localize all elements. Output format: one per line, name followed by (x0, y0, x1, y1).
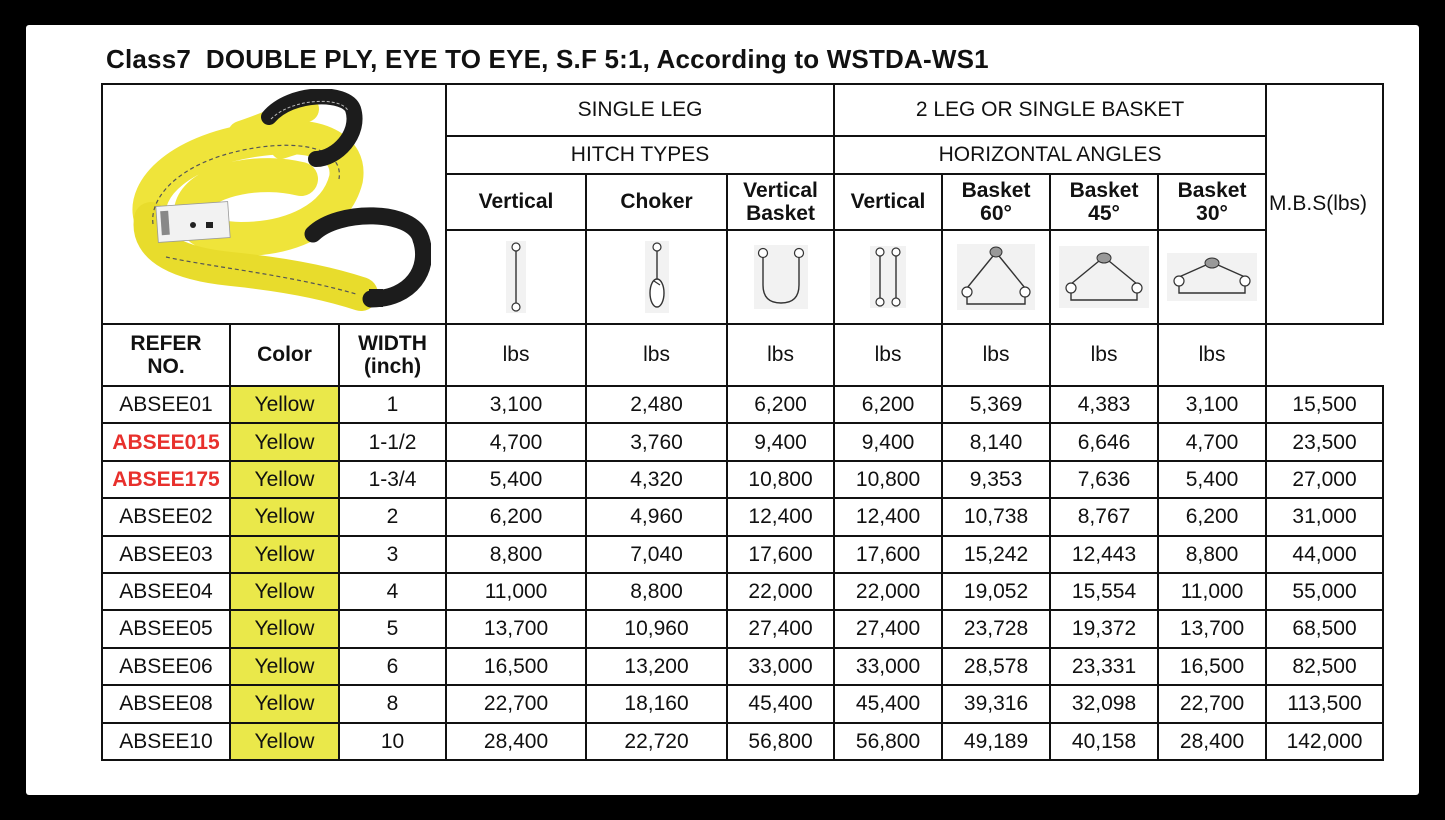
unit-label: lbs (727, 324, 834, 386)
basket-30-value-cell: 22,700 (1158, 685, 1266, 722)
basket-30-value-cell: 28,400 (1158, 723, 1266, 760)
basket-30-value-cell: 4,700 (1158, 423, 1266, 460)
basket-45-value-cell: 32,098 (1050, 685, 1158, 722)
single-vertical-basket-cell: 22,000 (727, 573, 834, 610)
basket-60-value-cell: 15,242 (942, 536, 1050, 573)
single-vertical-basket-cell: 12,400 (727, 498, 834, 535)
sling-capacity-table (101, 83, 1384, 761)
group-two-leg: 2 LEG OR SINGLE BASKET (834, 84, 1266, 136)
two-leg-vertical-cell: 9,400 (834, 423, 942, 460)
single-choker-cell: 2,480 (586, 386, 727, 423)
page-title: Class7 DOUBLE PLY, EYE TO EYE, S.F 5:1, According to WSTDA-WS1 (106, 44, 989, 74)
yellow-lifting-sling-photo (121, 89, 431, 317)
table-row (102, 685, 1383, 722)
vertical-hitch-icon (506, 241, 526, 313)
single-vertical-basket-cell: 33,000 (727, 648, 834, 685)
single-choker-cell: 13,200 (586, 648, 727, 685)
single-vertical-cell: 28,400 (446, 723, 586, 760)
vertical-hitch-cell (446, 230, 586, 324)
table-row (102, 498, 1383, 535)
mbs-value-cell: 82,500 (1266, 648, 1383, 685)
refer-no-cell: ABSEE04 (102, 573, 230, 610)
mbs-value-cell: 27,000 (1266, 461, 1383, 498)
two-leg-vertical-cell: 22,000 (834, 573, 942, 610)
single-vertical-cell: 4,700 (446, 423, 586, 460)
single-vertical-basket-cell: 45,400 (727, 685, 834, 722)
basket-45-value-cell: 40,158 (1050, 723, 1158, 760)
single-choker-cell: 4,960 (586, 498, 727, 535)
width-cell: 2 (339, 498, 446, 535)
basket-60-value-cell: 28,578 (942, 648, 1050, 685)
single-vertical-cell: 6,200 (446, 498, 586, 535)
unit-label: lbs (834, 324, 942, 386)
refer-no-cell: ABSEE10 (102, 723, 230, 760)
basket-45-value-cell: 7,636 (1050, 461, 1158, 498)
column-color: Color (230, 324, 339, 386)
column-refer-no: REFER NO. (102, 324, 230, 386)
single-vertical-basket-cell: 6,200 (727, 386, 834, 423)
refer-no-cell: ABSEE06 (102, 648, 230, 685)
single-vertical-basket-cell: 17,600 (727, 536, 834, 573)
single-vertical-cell: 11,000 (446, 573, 586, 610)
table-row (102, 536, 1383, 573)
single-choker-cell: 8,800 (586, 573, 727, 610)
single-choker-cell: 4,320 (586, 461, 727, 498)
two-leg-vertical-hitch-icon (870, 246, 906, 308)
single-choker-cell: 10,960 (586, 610, 727, 647)
two-leg-vertical-cell: 45,400 (834, 685, 942, 722)
basket-45-value-cell: 6,646 (1050, 423, 1158, 460)
refer-no-cell: ABSEE175 (102, 461, 230, 498)
refer-no-cell: ABSEE02 (102, 498, 230, 535)
basket-30-value-cell: 16,500 (1158, 648, 1266, 685)
basket-30-value-cell: 6,200 (1158, 498, 1266, 535)
unit-label: lbs (446, 324, 586, 386)
unit-label: lbs (586, 324, 727, 386)
width-cell: 6 (339, 648, 446, 685)
basket-30-degree-icon (1167, 253, 1257, 301)
width-cell: 1-3/4 (339, 461, 446, 498)
basket-30-value-cell: 3,100 (1158, 386, 1266, 423)
width-cell: 1-1/2 (339, 423, 446, 460)
width-cell: 4 (339, 573, 446, 610)
width-cell: 5 (339, 610, 446, 647)
column-basket-45: Basket 45° (1050, 174, 1158, 230)
two-leg-vertical-cell: 17,600 (834, 536, 942, 573)
mbs-value-cell: 68,500 (1266, 610, 1383, 647)
basket-30-value-cell: 11,000 (1158, 573, 1266, 610)
single-choker-cell: 7,040 (586, 536, 727, 573)
group-horizontal-angles: HORIZONTAL ANGLES (834, 136, 1266, 174)
color-cell: Yellow (230, 498, 339, 535)
two-leg-vertical-cell: 10,800 (834, 461, 942, 498)
single-vertical-cell: 13,700 (446, 610, 586, 647)
two-leg-vertical-cell: 33,000 (834, 648, 942, 685)
table-row (102, 610, 1383, 647)
column-choker: Choker (586, 174, 727, 230)
single-vertical-basket-cell: 10,800 (727, 461, 834, 498)
table-body (102, 386, 1383, 760)
basket-45-value-cell: 8,767 (1050, 498, 1158, 535)
column-vertical: Vertical (446, 174, 586, 230)
two-leg-vertical-cell: 56,800 (834, 723, 942, 760)
width-cell: 8 (339, 685, 446, 722)
color-cell: Yellow (230, 461, 339, 498)
refer-no-cell: ABSEE01 (102, 386, 230, 423)
refer-no-cell: ABSEE08 (102, 685, 230, 722)
basket-60-value-cell: 5,369 (942, 386, 1050, 423)
mbs-value-cell: 113,500 (1266, 685, 1383, 722)
table-row (102, 461, 1383, 498)
single-vertical-cell: 5,400 (446, 461, 586, 498)
single-choker-cell: 3,760 (586, 423, 727, 460)
unit-label: lbs (1050, 324, 1158, 386)
mbs-value-cell: 31,000 (1266, 498, 1383, 535)
basket-45-value-cell: 19,372 (1050, 610, 1158, 647)
width-cell: 3 (339, 536, 446, 573)
two-leg-vertical-hitch-cell (834, 230, 942, 324)
choker-hitch-icon (645, 241, 669, 313)
basket-60-value-cell: 19,052 (942, 573, 1050, 610)
refer-no-cell: ABSEE03 (102, 536, 230, 573)
table-row (102, 573, 1383, 610)
group-hitch-types: HITCH TYPES (446, 136, 834, 174)
basket-45-value-cell: 12,443 (1050, 536, 1158, 573)
color-cell: Yellow (230, 685, 339, 722)
color-cell: Yellow (230, 610, 339, 647)
basket-45-value-cell: 23,331 (1050, 648, 1158, 685)
mbs-value-cell: 44,000 (1266, 536, 1383, 573)
unit-label: lbs (942, 324, 1050, 386)
mbs-value-cell: 55,000 (1266, 573, 1383, 610)
group-single-leg: SINGLE LEG (446, 84, 834, 136)
mbs-value-cell: 142,000 (1266, 723, 1383, 760)
basket-30-value-cell: 13,700 (1158, 610, 1266, 647)
basket-60-value-cell: 10,738 (942, 498, 1050, 535)
two-leg-vertical-cell: 6,200 (834, 386, 942, 423)
color-cell: Yellow (230, 423, 339, 460)
single-vertical-cell: 8,800 (446, 536, 586, 573)
basket-60-value-cell: 8,140 (942, 423, 1050, 460)
column-width: WIDTH (inch) (339, 324, 446, 386)
mbs-value-cell: 23,500 (1266, 423, 1383, 460)
table-row (102, 723, 1383, 760)
table-row (102, 648, 1383, 685)
single-vertical-cell: 3,100 (446, 386, 586, 423)
basket-60-cell (942, 230, 1050, 324)
choker-hitch-cell (586, 230, 727, 324)
product-image-cell (102, 84, 446, 324)
table-row (102, 423, 1383, 460)
column-two-leg-vertical: Vertical (834, 174, 942, 230)
basket-30-value-cell: 8,800 (1158, 536, 1266, 573)
basket-60-value-cell: 39,316 (942, 685, 1050, 722)
width-cell: 10 (339, 723, 446, 760)
mbs-value-cell: 15,500 (1266, 386, 1383, 423)
basket-60-degree-icon (957, 244, 1035, 310)
vertical-basket-hitch-cell (727, 230, 834, 324)
column-mbs: M.B.S(lbs) (1266, 84, 1383, 324)
column-basket-30: Basket 30° (1158, 174, 1266, 230)
two-leg-vertical-cell: 27,400 (834, 610, 942, 647)
color-cell: Yellow (230, 648, 339, 685)
refer-no-cell: ABSEE05 (102, 610, 230, 647)
single-vertical-basket-cell: 27,400 (727, 610, 834, 647)
column-vertical-basket: Vertical Basket (727, 174, 834, 230)
table-row (102, 386, 1383, 423)
color-cell: Yellow (230, 573, 339, 610)
single-choker-cell: 18,160 (586, 685, 727, 722)
vertical-basket-hitch-icon (754, 245, 808, 309)
color-cell: Yellow (230, 536, 339, 573)
color-cell: Yellow (230, 386, 339, 423)
basket-60-value-cell: 9,353 (942, 461, 1050, 498)
single-choker-cell: 22,720 (586, 723, 727, 760)
single-vertical-cell: 16,500 (446, 648, 586, 685)
single-vertical-basket-cell: 56,800 (727, 723, 834, 760)
basket-45-degree-icon (1059, 246, 1149, 308)
column-basket-60: Basket 60° (942, 174, 1050, 230)
basket-45-value-cell: 15,554 (1050, 573, 1158, 610)
refer-no-cell: ABSEE015 (102, 423, 230, 460)
single-vertical-cell: 22,700 (446, 685, 586, 722)
unit-label: lbs (1158, 324, 1266, 386)
basket-45-value-cell: 4,383 (1050, 386, 1158, 423)
single-vertical-basket-cell: 9,400 (727, 423, 834, 460)
two-leg-vertical-cell: 12,400 (834, 498, 942, 535)
basket-30-value-cell: 5,400 (1158, 461, 1266, 498)
basket-30-cell (1158, 230, 1266, 324)
width-cell: 1 (339, 386, 446, 423)
basket-60-value-cell: 23,728 (942, 610, 1050, 647)
basket-45-cell (1050, 230, 1158, 324)
color-cell: Yellow (230, 723, 339, 760)
basket-60-value-cell: 49,189 (942, 723, 1050, 760)
